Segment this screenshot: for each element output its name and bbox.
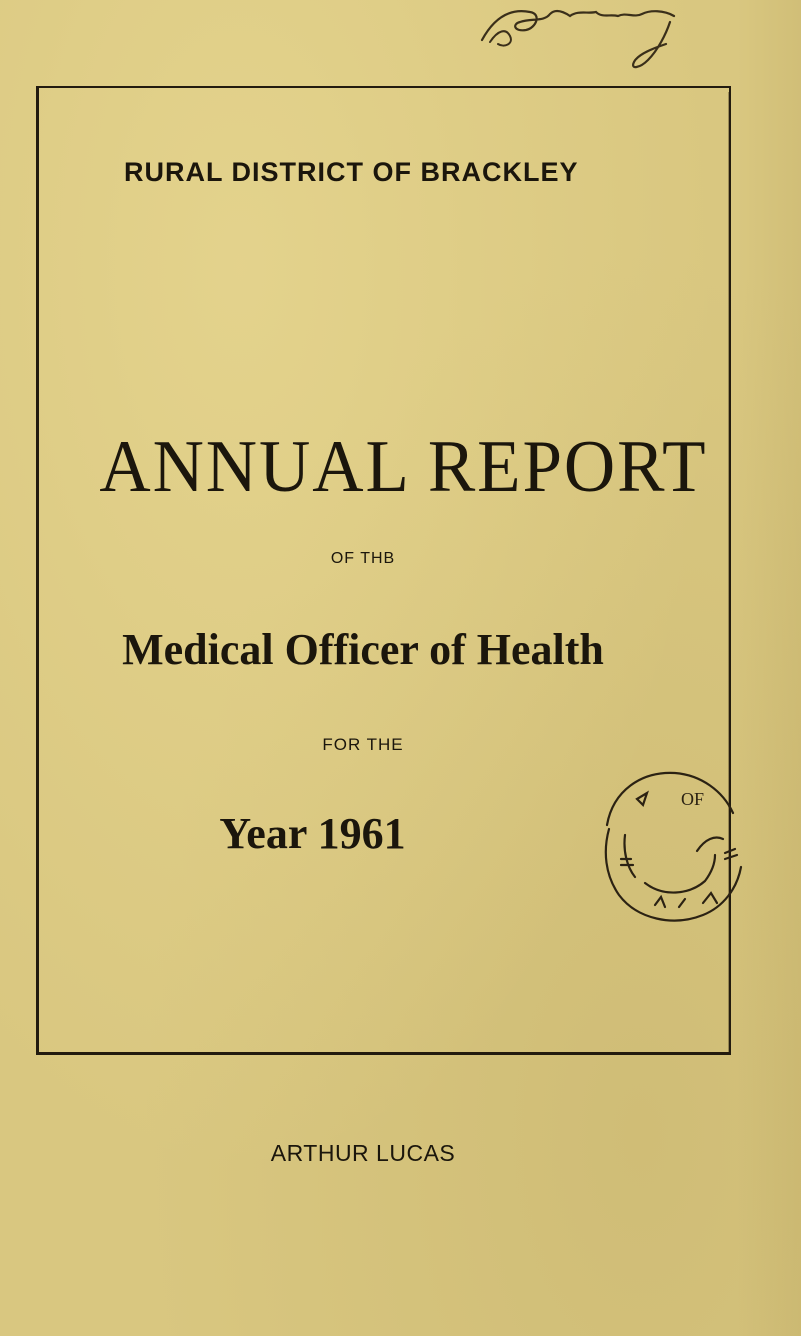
author-name: ARTHUR LUCAS (270, 1140, 456, 1166)
officer-heading: Medical Officer of Health (122, 625, 604, 674)
of-the-label: OF THB (330, 550, 396, 567)
for-the-label: FOR THE (322, 735, 404, 754)
paper-edge-shading (737, 0, 801, 1336)
report-year: Year 1961 (219, 809, 406, 858)
library-stamp-seal (585, 755, 745, 935)
district-heading: RURAL DISTRICT OF BRACKLEY (124, 157, 579, 187)
handwritten-signature (470, 0, 690, 78)
report-title: ANNUAL REPORT (99, 426, 708, 508)
stamp-text: OF (681, 789, 705, 809)
